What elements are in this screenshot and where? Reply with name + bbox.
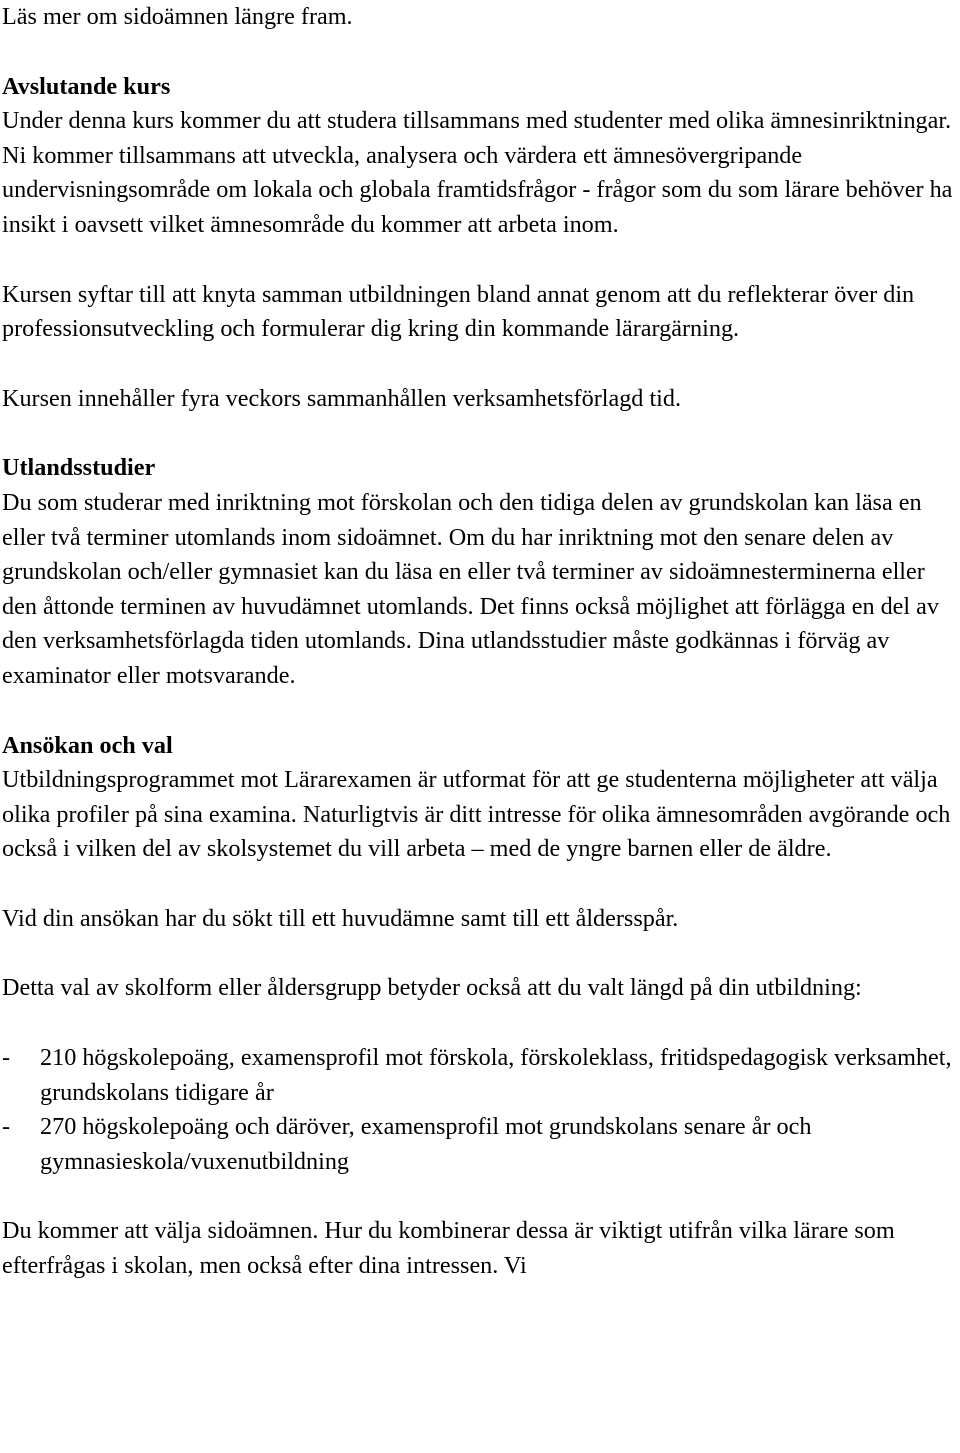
list-item-text: 210 högskolepoäng, examensprofil mot förskola, förskoleklass, fritidspedagogisk verksamhet, grundskolans tidigare år bbox=[40, 1044, 952, 1106]
document-body bbox=[2, 0, 958, 1284]
heading-ansokan-och-val: Ansökan och val bbox=[2, 731, 173, 759]
list-dash: - bbox=[2, 1044, 11, 1072]
list-item-text: 270 högskolepoäng och däröver, examensprofil mot grundskolans senare år och gymnasieskola/vuxenutbildning bbox=[40, 1113, 812, 1175]
paragraph-avslutande-3: Kursen innehåller fyra veckors sammanhållen verksamhetsförlagd tid. bbox=[2, 384, 682, 412]
paragraph-ansokan-3: Detta val av skolform eller åldersgrupp betyder också att du valt längd på din utbildning: bbox=[2, 974, 862, 1002]
paragraph-ansokan-2: Vid din ansökan har du sökt till ett huvudämne samt till ett åldersspår. bbox=[2, 904, 679, 932]
paragraph-avslutande-2: Kursen syftar till att knyta samman utbildningen bland annat genom att du reflekterar över din professionsutveckling och formulerar dig kring din kommande lärargärning. bbox=[2, 280, 915, 343]
paragraph-avslutande-1: Under denna kurs kommer du att studera tillsammans med studenter med olika ämnesinriktningar. Ni kommer tillsammans att utveckla, analysera och värdera ett ämnesövergripande undervisningsområde om lokala och globala framtidsfrågor - frågor som du som lärare behöver ha insikt i oavsett vilket ämnesområde du kommer att arbeta inom. bbox=[2, 107, 953, 238]
paragraph-utlandsstudier: Du som studerar med inriktning mot förskolan och den tidiga delen av grundskolan kan läsa en eller två terminer utomlands inom sidoämnet. Om du har inriktning mot den senare delen av grundskolan och/eller gymnasiet kan du läsa en eller två terminer av sidoämnesterminerna eller den åttonde terminen av huvudämnet utomlands. Det finns också möjlighet att förlägga en del av den verksamhetsförlagda tiden utomlands. Dina utlandsstudier måste godkännas i förväg av examinator eller motsvarande. bbox=[2, 488, 940, 689]
intro-line: Läs mer om sidoämnen längre fram. bbox=[2, 3, 353, 30]
heading-utlandsstudier: Utlandsstudier bbox=[2, 454, 156, 482]
credits-list bbox=[2, 1041, 958, 1179]
paragraph-ansokan-4: Du kommer att välja sidoämnen. Hur du kombinerar dessa är viktigt utifrån vilka lärare som efterfrågas i skolan, men också efter dina intressen. Vi bbox=[2, 1217, 895, 1280]
list-item bbox=[2, 1041, 958, 1110]
list-item bbox=[2, 1110, 958, 1179]
heading-avslutande-kurs: Avslutande kurs bbox=[2, 72, 171, 100]
paragraph-ansokan-1: Utbildningsprogrammet mot Lärarexamen är utformat för att ge studenterna möjligheter att välja olika profiler på sina examina. Naturligtvis är ditt intresse för olika ämnesområden avgörande och också i vilken del av skolsystemet du vill arbeta – med de yngre barnen eller de äldre. bbox=[2, 766, 951, 863]
list-dash: - bbox=[2, 1113, 11, 1141]
